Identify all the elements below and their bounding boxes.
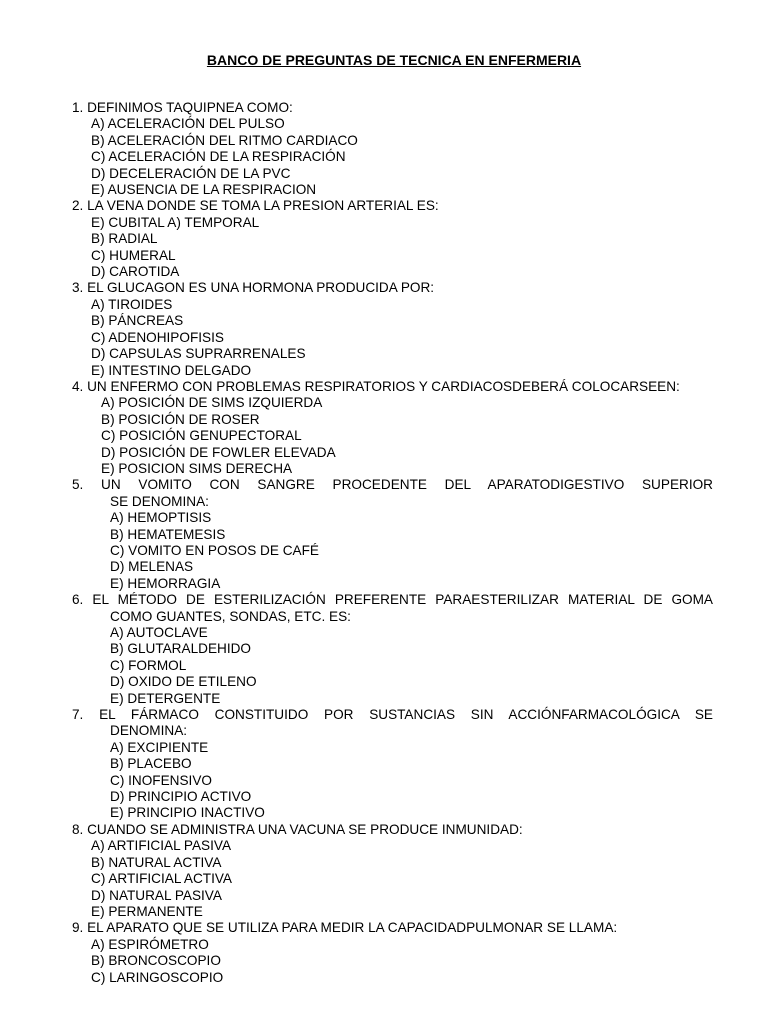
answer-option: E) HEMORRAGIA [110,575,221,591]
answer-option: C) LARINGOSCOPIO [91,969,224,985]
answer-option: A) AUTOCLAVE [110,625,208,640]
answer-option: A) HEMOPTISIS [110,510,212,526]
question-4 [72,379,713,477]
answer-option: C) POSICIÓN GENUPECTORAL [101,428,302,444]
answer-option: B) BRONCOSCOPIO [91,953,221,969]
question-text-continuation: SE DENOMINA: [110,493,209,509]
answer-option: D) DECELERACIÓN DE LA PVC [91,165,291,181]
answer-option: A) ESPIRÓMETRO [91,936,209,952]
question-list [72,100,713,986]
document-title: BANCO DE PREGUNTAS DE TECNICA EN ENFERMERIA [206,52,582,68]
question-text: 5. UN VOMITO CON SANGRE PROCEDENTE DEL APARATODIGESTIVO SUPERIOR [72,477,713,493]
question-text: 4. UN ENFERMO CON PROBLEMAS RESPIRATORIOS Y CARDIACOSDEBERÁ COLOCARSEEN: [72,378,680,394]
answer-option: D) POSICIÓN DE FOWLER ELEVADA [101,444,336,460]
answer-option: C) ACELERACIÓN DE LA RESPIRACIÓN [91,149,346,165]
answer-option: E) DETERGENTE [110,690,221,706]
answer-option: D) CAROTIDA [91,264,180,280]
answer-option: E) CUBITAL A) TEMPORAL [91,214,260,230]
answer-option: E) POSICION SIMS DERECHA [101,460,293,476]
answer-option: B) NATURAL ACTIVA [91,854,222,870]
answer-option: E) PERMANENTE [91,903,203,919]
question-text: 2. LA VENA DONDE SE TOMA LA PRESION ARTERIAL ES: [72,198,439,214]
question-2 [72,198,713,280]
answer-option: B) PÁNCREAS [91,313,184,329]
answer-option: A) ARTIFICIAL PASIVA [91,838,232,854]
answer-option: A) TIROIDES [91,296,173,312]
answer-option: C) ARTIFICIAL ACTIVA [91,871,233,887]
question-6 [72,592,713,707]
question-text: 7. EL FÁRMACO CONSTITUIDO POR SUSTANCIAS SIN ACCIÓNFARMACOLÓGICA SE [72,707,713,723]
answer-option: E) INTESTINO DELGADO [91,362,252,378]
question-8 [72,822,713,920]
answer-option: D) CAPSULAS SUPRARRENALES [91,346,306,362]
answer-option: E) PRINCIPIO INACTIVO [110,805,265,821]
answer-option: C) INOFENSIVO [110,772,212,788]
question-text: 1. DEFINIMOS TAQUIPNEA COMO: [72,100,293,115]
question-text-continuation: COMO GUANTES, SONDAS, ETC. ES: [110,608,351,624]
question-9 [72,920,713,986]
answer-option: D) NATURAL PASIVA [91,887,222,903]
question-5 [72,477,713,592]
question-text-continuation: DENOMINA: [110,723,188,739]
question-3 [72,280,713,378]
answer-option: A) EXCIPIENTE [110,739,209,755]
answer-option: B) HEMATEMESIS [110,526,226,542]
answer-option: B) RADIAL [91,231,158,247]
answer-option: A) ACELERACIÓN DEL PULSO [91,116,285,132]
answer-option: C) HUMERAL [91,247,176,263]
question-text: 6. EL MÉTODO DE ESTERILIZACIÓN PREFERENTE PARAESTERILIZAR MATERIAL DE GOMA [72,592,713,608]
answer-option: D) MELENAS [110,559,194,575]
answer-option: C) FORMOL [110,657,187,673]
answer-option: B) PLACEBO [110,756,192,772]
question-text: 9. EL APARATO QUE SE UTILIZA PARA MEDIR LA CAPACIDADPULMONAR SE LLAMA: [72,920,618,936]
answer-option: A) POSICIÓN DE SIMS IZQUIERDA [101,395,323,411]
question-7 [72,707,713,822]
answer-option: E) AUSENCIA DE LA RESPIRACION [91,182,317,198]
answer-option: B) ACELERACIÓN DEL RITMO CARDIACO [91,132,358,148]
answer-option: B) POSICIÓN DE ROSER [101,411,260,427]
answer-option: D) PRINCIPIO ACTIVO [110,789,252,805]
answer-option: D) OXIDO DE ETILENO [110,674,257,690]
answer-option: B) GLUTARALDEHIDO [110,641,251,657]
answer-option: C) VOMITO EN POSOS DE CAFÉ [110,542,319,558]
question-1 [72,100,713,198]
question-text: 8. CUANDO SE ADMINISTRA UNA VACUNA SE PRODUCE INMUNIDAD: [72,821,523,837]
answer-option: C) ADENOHIPOFISIS [91,329,224,345]
question-text: 3. EL GLUCAGON ES UNA HORMONA PRODUCIDA POR: [72,280,435,296]
